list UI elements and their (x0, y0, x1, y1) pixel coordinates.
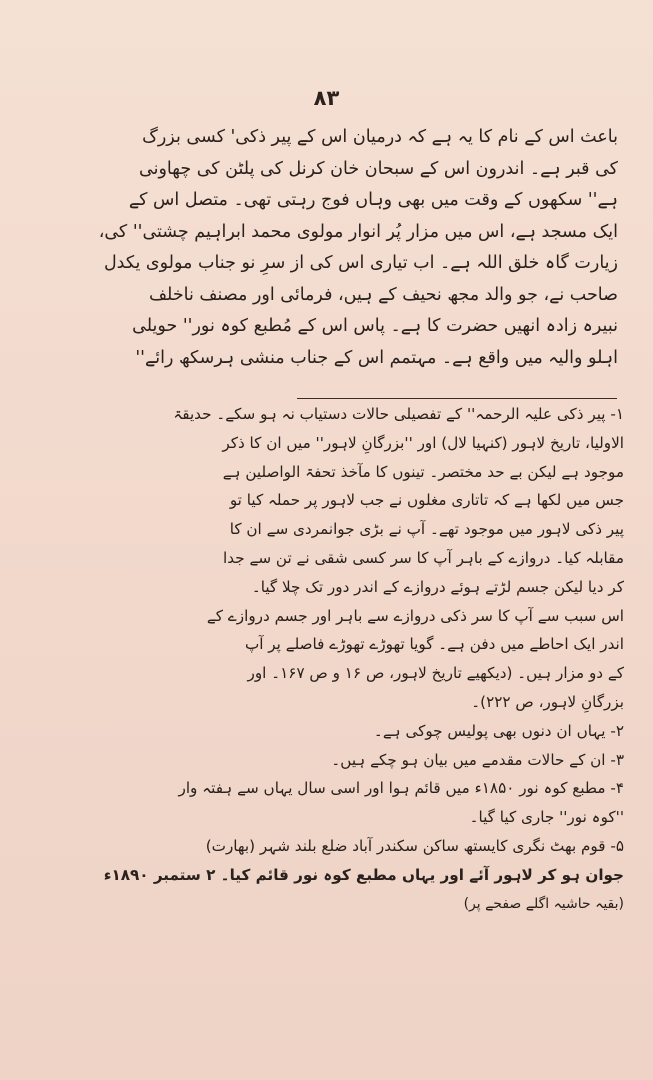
main-text-line: اہلو والیہ میں واقع ہے۔ مہتمم اس کے جناب منشی ہرسکھ رائے'' (135, 347, 618, 368)
footnote-line: اس سبب سے آپ کا سر ذکی دروازے سے باہر اور جسم دروازے کے (206, 606, 624, 625)
footnote-line: ۴- مطبع کوہ نور ۱۸۵۰ء میں قائم ہوا اور اسی سال یہاں سے ہفتہ وار (178, 779, 624, 798)
footnote-line: ۵- قوم بھٹ نگری کایستھ ساکن سکندر آباد ضلع بلند شہر (بھارت) (205, 836, 624, 855)
footnote-line: ۲- یہاں ان دنوں بھی پولیس چوکی ہے۔ (373, 721, 624, 740)
continuation-note: (بقیہ حاشیہ اگلے صفحے پر) (463, 895, 624, 912)
footnote-line: مقابلہ کیا۔ دروازے کے باہر آپ کا سر کسی شقی نے تن سے جدا (223, 548, 624, 567)
main-text-line: کی قبر ہے۔ اندرون اس کے سبحان خان کرنل کی پلٹن کی چھاونی (139, 158, 618, 179)
main-text-line: زیارت گاہ خلق اللہ ہے۔ اب تیاری اس کی از سرِ نو جناب مولوی یکدل (103, 253, 618, 273)
footnote-line: ''کوہ نور'' جاری کیا گیا۔ (469, 808, 624, 827)
footnote-line: ۳- ان کے حالات مقدمے میں بیان ہو چکے ہیں۔ (331, 750, 624, 769)
main-text-line: ایک مسجد ہے، اس میں مزار پُر انوار مولوی محمد ابراہیم چشتی'' کی، (98, 221, 618, 242)
main-text-line: صاحب نے، جو والد مجھ نحیف کے ہیں، فرمائی اور مصنف ناخلف (148, 284, 618, 305)
footnotes (30, 400, 624, 918)
footnote-line: موجود ہے لیکن بے حد مختصر۔ تینوں کا مآخذ تحفۃ الواصلین ہے (222, 462, 624, 481)
footnote-line: ۱- پیر ذکی علیہ الرحمہ'' کے تفصیلی حالات دستیاب نہ ہو سکے۔ حدیقۃ (173, 405, 624, 423)
footnote-line: پیر ذکی لاہور میں موجود تھے۔ آپ نے بڑی جوانمردی سے ان کا (229, 520, 624, 539)
main-text-line: باعث اس کے نام کا یہ ہے کہ درمیان اس کے پیر ذکی' کسی بزرگ (142, 127, 618, 147)
footnote-2 (30, 717, 624, 746)
main-text-line: ہے'' سکھوں کے وقت میں بھی وہاں فوج رہتی تھی۔ متصل اس کے (128, 190, 618, 210)
footnote-line: جوان ہو کر لاہور آئے اور یہاں مطبع کوہ نور قائم کیا۔ ۲ ستمبر ۱۸۹۰ء (103, 865, 624, 884)
page-number: ۸۳ (313, 86, 340, 110)
footnote-line: الاولیا، تاریخ لاہور (کنہیا لال) اور ''بزرگانِ لاہور'' میں ان کا ذکر (222, 433, 624, 452)
footnote-1 (30, 400, 624, 717)
footnote-4 (30, 774, 624, 832)
footnote-3 (30, 746, 624, 775)
footnote-line: کر دیا لیکن جسم لڑتے ہوئے دروازے کے اندر دور تک چلا گیا۔ (251, 577, 624, 596)
footnote-line: بزرگانِ لاہور، ص ۲۲۲)۔ (471, 692, 624, 711)
main-text-line: نبیرہ زادہ انھیں حضرت کا ہے۔ پاس اس کے مُطبع کوہ نور'' حویلی (132, 316, 618, 336)
footnote-line: اندر ایک احاطے میں دفن ہے۔ گویا تھوڑے تھوڑے فاصلے پر آپ (244, 635, 624, 654)
main-text (36, 122, 618, 374)
footnote-divider (297, 398, 617, 399)
footnote-line: کے دو مزار ہیں۔ (دیکھیے تاریخ لاہور، ص ۱۶ و ص ۱۶۷۔ اور (247, 664, 624, 683)
footnote-line: جس میں لکھا ہے کہ تاتاری مغلوں نے جب لاہور پر حملہ کیا تو (229, 491, 624, 510)
footnote-5 (30, 832, 624, 918)
